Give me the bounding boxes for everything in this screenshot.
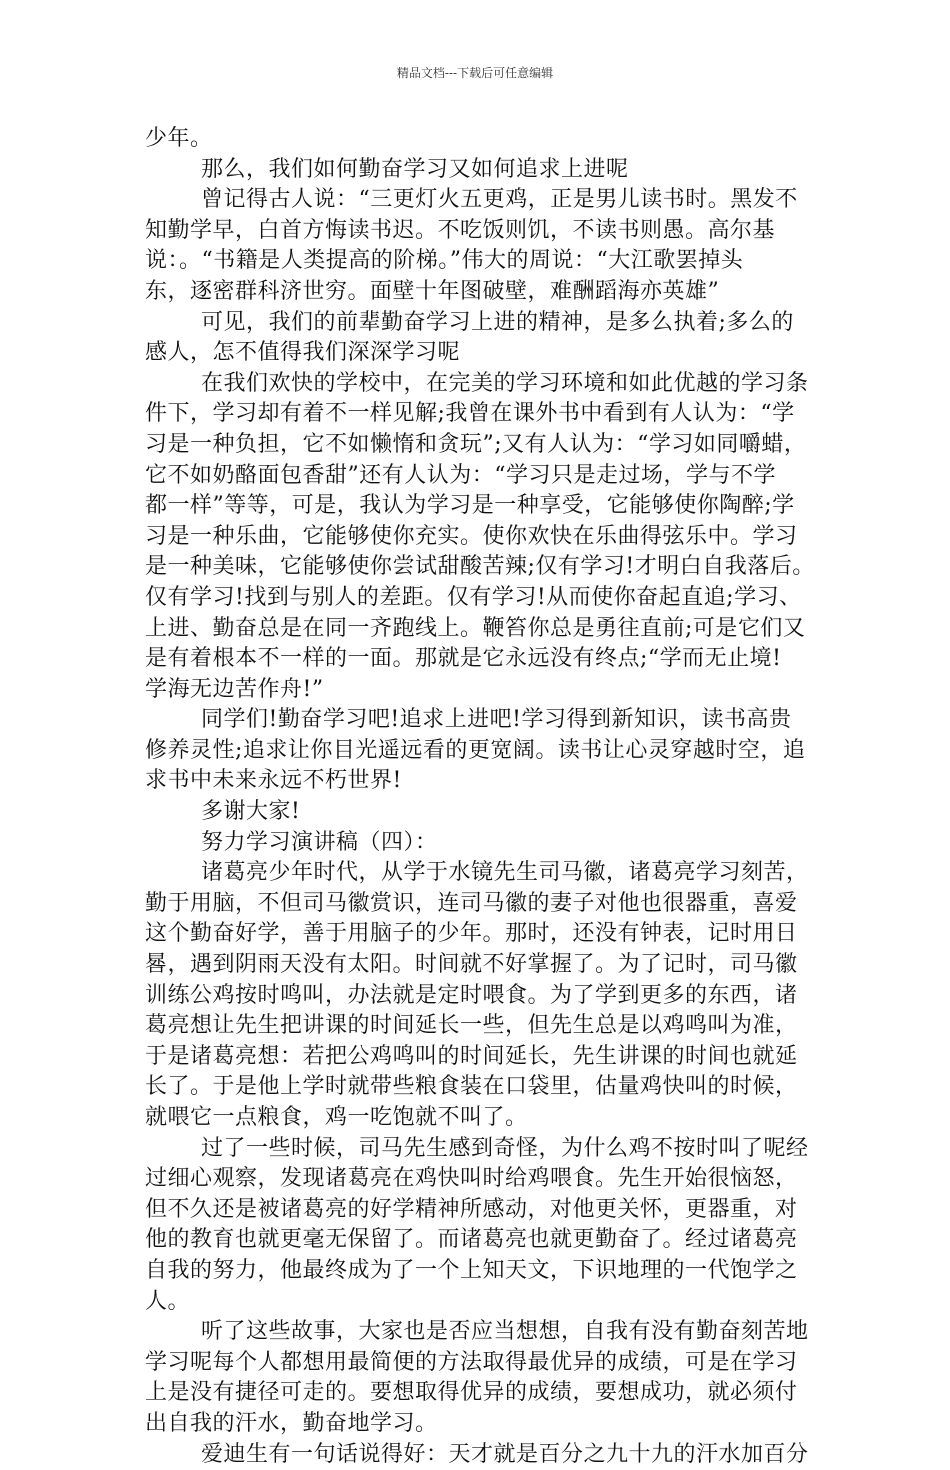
text-line: 少年。 [145,126,213,151]
text-line: 勤于用脑，不但司马徽赏识，连司马徽的妻子对他也很器重，喜爱 [145,890,798,916]
text-line: 晷，遇到阴雨天没有太阳。时间就不好掌握了。为了记时，司马徽 [145,952,798,978]
text-line: 曾记得古人说：“三更灯火五更鸡，正是男儿读书时。黑发不 [201,187,798,213]
text-line: 习是一种负担，它不如懒惰和贪玩”;又有人认为：“学习如同嚼蜡， [145,431,807,457]
text-line: 学海无边苦作舟!” [145,676,324,702]
text-line: 他的教育也就更毫无保留了。而诸葛亮也就更勤奋了。经过诸葛亮 [145,1227,798,1253]
text-line: 感人，怎不值得我们深深学习呢 [145,340,461,366]
text-line: 仅有学习!找到与别人的差距。仅有学习!从而使你奋起直追;学习、 [145,584,802,610]
text-line: 它不如奶酪面包香甜”还有人认为：“学习只是走过场，学与不学 [145,462,776,488]
page-header: 精品文档---下载后可任意编辑 [396,66,554,80]
text-line: 过细心观察，发现诸葛亮在鸡快叫时给鸡喂食。先生开始很恼怒， [145,1166,798,1192]
text-line: 这个勤奋好学，善于用脑子的少年。那时，还没有钟表，记时用日 [145,921,798,947]
text-line: 习是一种乐曲，它能够使你充实。使你欢快在乐曲得弦乐中。学习 [145,523,798,549]
text-line: 于是诸葛亮想：若把公鸡鸣叫的时间延长，先生讲课的时间也就延 [145,1043,798,1069]
text-line: 人。 [145,1288,191,1314]
text-line: 就喂它一点粮食，鸡一吃饱就不叫了。 [145,1105,528,1130]
text-line: 过了一些时候，司马先生感到奇怪，为什么鸡不按时叫了呢经 [201,1135,809,1161]
text-line: 是有着根本不一样的一面。那就是它永远没有终点;“学而无止境! [145,646,782,672]
text-line: 自我的努力，他最终成为了一个上知天文，下识地理的一代饱学之 [145,1257,798,1283]
text-line: 训练公鸡按时鸣叫，办法就是定时喂食。为了学到更多的东西，诸 [145,982,798,1008]
text-line: 是一种美味，它能够使你尝试甜酸苦辣;仅有学习!才明白自我落后。 [145,554,815,580]
text-line: 件下，学习却有着不一样见解;我曾在课外书中看到有人认为：“学 [145,401,795,427]
text-line: 听了这些故事，大家也是否应当想想，自我有没有勤奋刻苦地 [201,1319,809,1345]
text-line: 多谢大家! [201,799,301,825]
text-line: 葛亮想让先生把讲课的时间延长一些，但先生总是以鸡鸣叫为准， [145,1013,798,1039]
text-line: 说：。“书籍是人类提高的阶梯。”伟大的周说：“大江歌罢掉头 [145,248,744,274]
text-line: 出自我的汗水，勤奋地学习。 [145,1410,438,1436]
text-line: 知勤学早，白首方悔读书迟。不吃饭则饥，不读书则愚。高尔基 [145,217,776,243]
text-line: 求书中未来永远不朽世界! [145,768,402,794]
text-line: 努力学习演讲稿（四）： [201,829,438,855]
text-line: 学习呢每个人都想用最简便的方法取得最优异的成绩，可是在学习 [145,1349,798,1375]
text-line: 可见，我们的前辈勤奋学习上进的精神，是多么执着;多么的 [201,309,794,335]
text-line: 上是没有捷径可走的。要想取得优异的成绩，要想成功，就必须付 [145,1380,798,1406]
text-line: 长了。于是他上学时就带些粮食装在口袋里，估量鸡快叫的时候， [145,1074,798,1100]
text-line: 修养灵性;追求让你目光遥远看的更宽阔。读书让心灵穿越时空，追 [145,737,806,763]
text-line: 但不久还是被诸葛亮的好学精神所感动，对他更关怀，更器重，对 [145,1196,798,1222]
text-line: 那么，我们如何勤奋学习又如何追求上进呢 [201,156,629,182]
text-line: 上进、勤奋总是在同一齐跑线上。鞭笞你总是勇往直前;可是它们又 [145,615,806,641]
document-body [145,124,815,1470]
text-line: 东，逐密群科济世穷。面壁十年图破壁，难酬蹈海亦英雄” [145,278,720,304]
text-line: 爱迪生有一句话说得好：天才就是百分之九十九的汗水加百分 [201,1441,809,1467]
text-line: 都一样”等等，可是，我认为学习是一种享受，它能够使你陶醉;学 [145,493,795,519]
text-line: 在我们欢快的学校中，在完美的学习环境和如此优越的学习条 [201,370,809,396]
text-line: 同学们!勤奋学习吧!追求上进吧!学习得到新知识，读书高贵 [201,707,792,733]
text-line: 诸葛亮少年时代，从学于水镜先生司马徽，诸葛亮学习刻苦， [201,860,809,886]
